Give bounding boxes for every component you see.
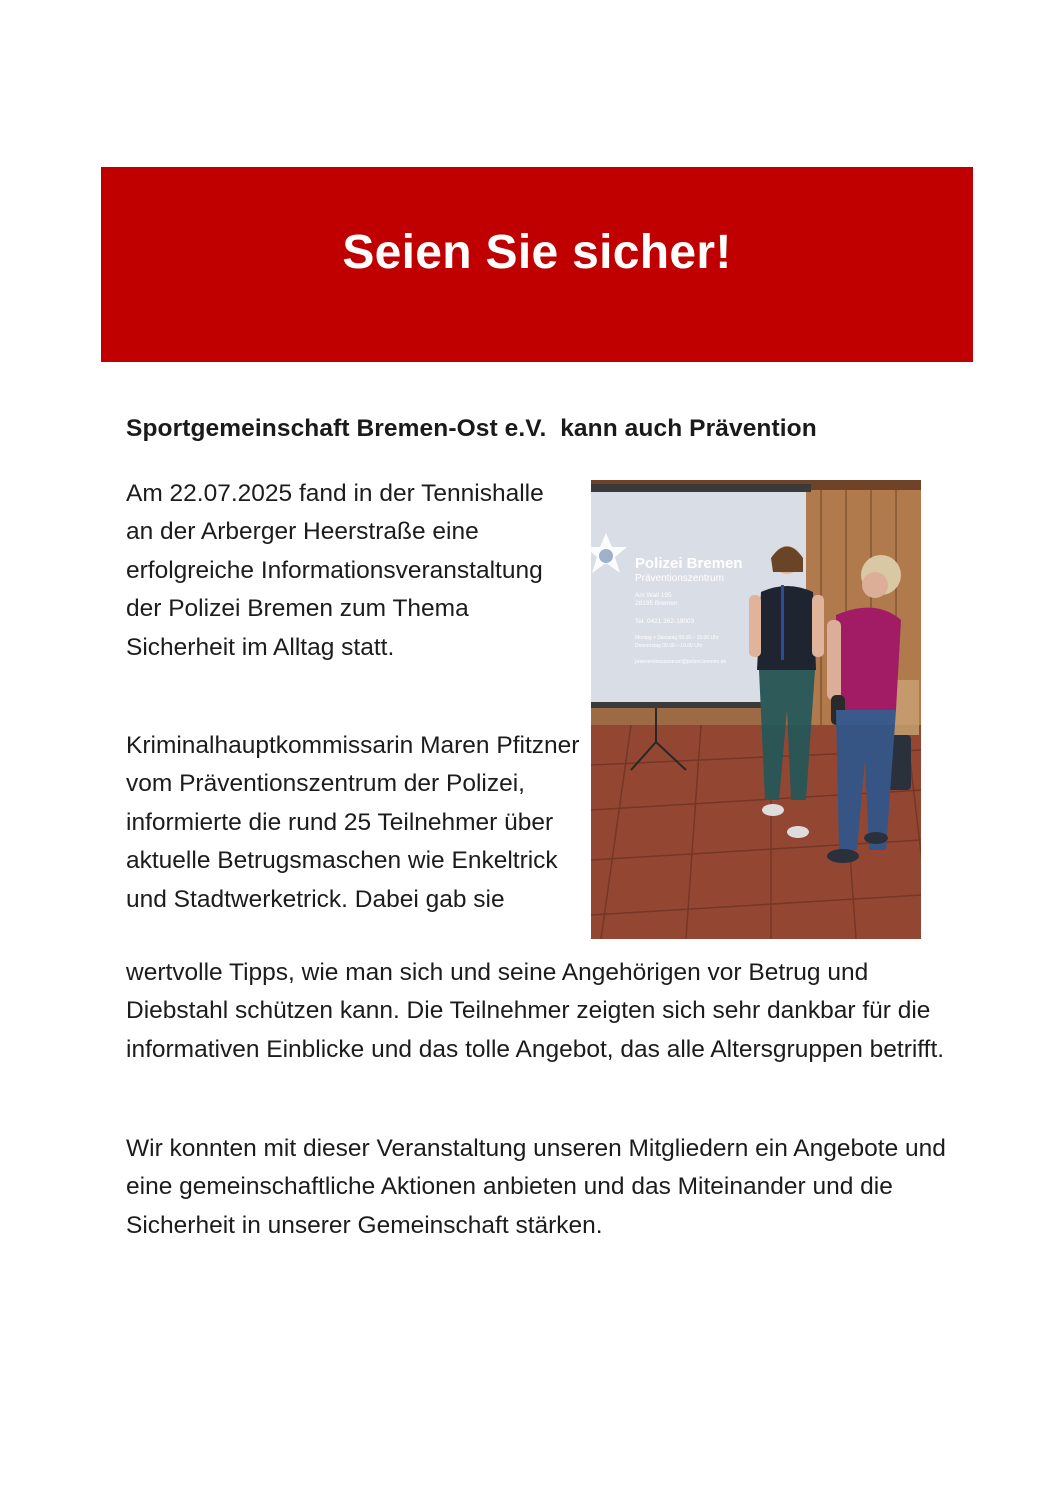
title-banner [101, 167, 973, 362]
paragraph-speaker-part-1: Kriminalhauptkommissarin Maren Pfitzner vom Präventionszentrum der Polizei, informierte die rund 25 Teilnehmer über aktuelle Betrugsmaschen wie Enkeltrick und Stadtwerketrick. Dabei gab sie [126, 732, 580, 913]
screen-address-line-1: Am Wall 195 [635, 592, 672, 599]
paragraph-closing: Wir konnten mit dieser Veranstaltung unseren Mitgliedern ein Angebote und eine gemeinschaftliche Aktionen anbieten und das Miteinander und die Sicherheit in unserer Gemeinschaft stärken. [126, 1135, 946, 1239]
screen-hours-line-2: Donnerstag 09.00 – 16.00 Uhr [635, 643, 703, 649]
screen-hours-line-1: Montag + Dienstag 09.00 – 15.00 Uhr [635, 635, 719, 641]
event-photo [591, 480, 921, 939]
paragraph-event-intro: Am 22.07.2025 fand in der Tennishalle an der Arberger Heerstraße eine erfolgreiche Informationsveranstaltung der Polizei Bremen zum Thema Sicherheit im Alltag statt. [126, 480, 544, 661]
screen-address-line-2: 28195 Bremen [635, 600, 678, 607]
page-title: Seien Sie sicher! [342, 226, 732, 279]
paragraph-speaker-part-2: wertvolle Tipps, wie man sich und seine Angehörigen vor Betrug und Diebstahl schützen kann. Die Teilnehmer zeigten sich sehr dankbar für die informativen Einblicke und das tolle Angebot, das alle Altersgruppen betrifft. [126, 959, 945, 1063]
screen-email: praeventionszentrum@polizei.bremen.de [635, 659, 727, 665]
screen-title: Polizei Bremen [635, 555, 743, 572]
screen-phone: Tel. 0421 362-19003 [635, 618, 695, 625]
screen-subtitle: Präventionszentrum [635, 573, 724, 584]
article-subtitle: Sportgemeinschaft Bremen-Ost e.V. kann auch Prävention [126, 415, 817, 442]
